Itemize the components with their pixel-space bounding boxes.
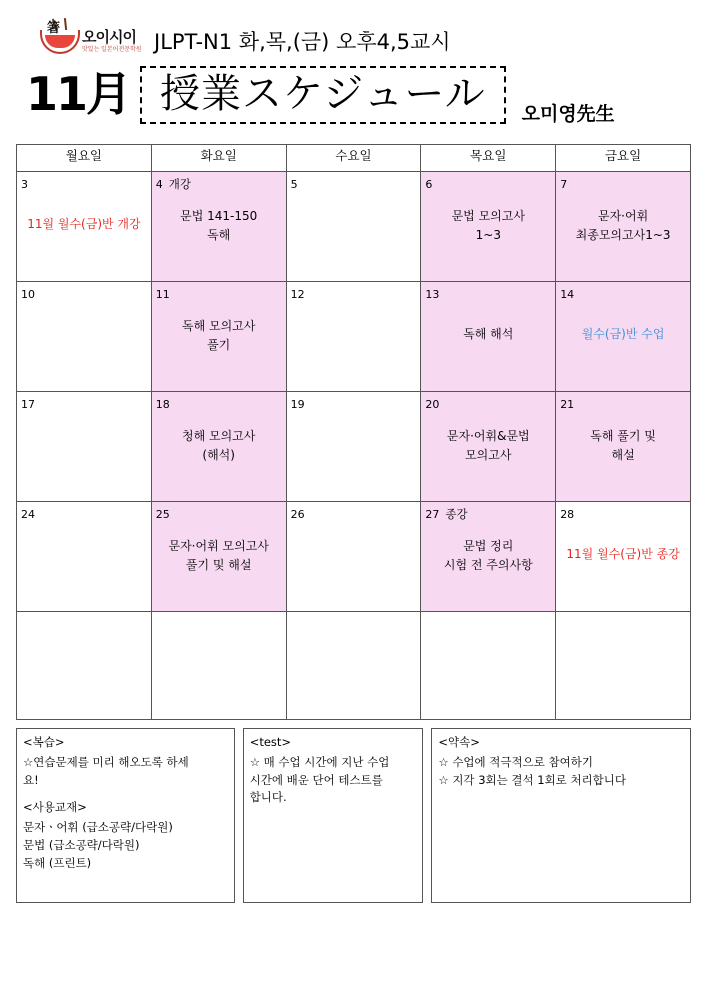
day-content-line: 월수(금)반 수업 [581, 327, 665, 341]
day-content-line: 11월 월수(금)반 종강 [566, 547, 680, 561]
teacher-name: 오미영先生 [521, 103, 615, 125]
day-content [156, 537, 282, 574]
note-review-head: <복습> [23, 735, 65, 749]
day-number: 14 [560, 288, 575, 301]
weekday-header-wed: 수요일 [286, 145, 421, 172]
calendar-day-cell[interactable] [286, 612, 421, 720]
calendar-day-cell[interactable] [421, 612, 556, 720]
day-content-line: 풀기 [207, 337, 231, 352]
day-number: 26 [290, 508, 305, 521]
day-content-line: 최종모의고사1~3 [575, 227, 671, 242]
day-content-line: 시험 전 주의사항 [443, 557, 533, 572]
day-content-line: 문자·어휘 모의고사 [168, 539, 269, 553]
calendar-day-cell[interactable] [421, 282, 556, 392]
calendar-day-cell[interactable] [556, 392, 691, 502]
day-content-line: 문자·어휘 [598, 209, 649, 223]
day-tag: 종강 [445, 507, 468, 521]
note-test-line-1: ☆ 매 수업 시간에 지난 수업 [249, 754, 390, 769]
calendar-day-cell[interactable] [556, 502, 691, 612]
calendar-day-cell[interactable] [556, 282, 691, 392]
day-number: 18 [155, 398, 170, 411]
day-number: 5 [290, 178, 298, 191]
calendar-day-cell[interactable] [151, 282, 286, 392]
calendar-week-row [17, 502, 691, 612]
weekday-header-tue: 화요일 [151, 145, 286, 172]
calendar-body [17, 172, 691, 720]
note-test-line-2: 시간에 배운 단어 테스트를 [249, 772, 383, 787]
day-number: 6 [425, 178, 433, 191]
calendar-day-cell[interactable] [421, 502, 556, 612]
calendar-day-cell[interactable] [151, 392, 286, 502]
day-number: 20 [425, 398, 440, 411]
calendar-week-row [17, 612, 691, 720]
day-content-line: 청해 모의고사 [182, 429, 256, 443]
calendar-day-cell[interactable] [556, 612, 691, 720]
logo-kanji: 箸 [47, 20, 61, 35]
day-number: 4 [155, 178, 163, 191]
day-number: 12 [290, 288, 305, 301]
calendar-day-cell[interactable] [286, 172, 421, 282]
calendar-week-row [17, 392, 691, 502]
day-number: 27 [425, 508, 440, 521]
day-content [560, 545, 686, 564]
note-materials-line-3: 독해 (프린트) [23, 855, 92, 870]
title-row [16, 64, 691, 126]
notes-row [16, 728, 691, 903]
calendar-day-cell[interactable] [17, 502, 152, 612]
day-content-line: 문법 모의고사 [451, 209, 525, 223]
calendar-day-cell[interactable] [151, 172, 286, 282]
day-number: 28 [560, 508, 575, 521]
day-number: 17 [21, 398, 35, 411]
day-tag: 개강 [168, 177, 192, 191]
weekday-header-fri: 금요일 [556, 145, 691, 172]
month-label: 11月 [26, 67, 131, 121]
header [16, 14, 691, 60]
day-content-line: 11월 월수(금)반 개강 [27, 217, 141, 231]
day-content-line: 문법 141-150 [180, 209, 258, 223]
day-number: 10 [21, 288, 35, 301]
course-title: JLPT-N1 화,목,(금) 오후4,5교시 [154, 30, 451, 54]
note-test-head: <test> [249, 735, 292, 749]
day-content-line: 독해 [207, 227, 231, 242]
note-materials-line-1: 문자ㆍ어휘 (급소공략/다락원) [23, 820, 173, 835]
calendar-day-cell[interactable] [151, 612, 286, 720]
day-number: 24 [21, 508, 35, 521]
note-review [16, 728, 235, 903]
day-content-line: 1~3 [475, 227, 501, 242]
note-promise [431, 728, 691, 903]
calendar-day-cell[interactable] [421, 172, 556, 282]
day-content [21, 215, 147, 234]
calendar-day-cell[interactable] [17, 282, 152, 392]
day-content [560, 207, 686, 244]
logo-tagline: 맛있는 일본어전문학원 [82, 47, 142, 53]
day-content-line: 독해 해석 [463, 327, 514, 341]
day-number: 19 [290, 398, 305, 411]
weekday-header-thu: 목요일 [421, 145, 556, 172]
day-content [425, 207, 551, 244]
calendar-day-cell[interactable] [17, 172, 152, 282]
logo-wordmark: 오이시이 [82, 29, 136, 46]
day-content [560, 325, 686, 344]
day-content [560, 427, 686, 464]
calendar-week-row [17, 282, 691, 392]
day-number: 13 [425, 288, 440, 301]
day-number: 11 [155, 288, 170, 301]
day-number: 21 [560, 398, 575, 411]
weekday-header-mon: 월요일 [17, 145, 152, 172]
day-number: 25 [155, 508, 170, 521]
note-spacer [23, 789, 228, 799]
day-number: 3 [21, 178, 28, 191]
academy-logo [34, 16, 142, 60]
note-test-line-3: 합니다. [249, 790, 287, 805]
calendar-week-row [17, 172, 691, 282]
day-content-line: 해설 [611, 447, 635, 462]
note-materials-head: <사용교재> [23, 800, 87, 815]
calendar-day-cell[interactable] [286, 502, 421, 612]
day-content-line: 독해 풀기 및 [590, 429, 656, 443]
day-content-line: 문자·어휘&문법 [446, 429, 530, 443]
note-review-line-2: 요! [23, 772, 39, 787]
day-content [425, 325, 551, 344]
calendar-day-cell[interactable] [286, 282, 421, 392]
calendar-day-cell[interactable] [556, 172, 691, 282]
day-content [425, 427, 551, 464]
note-materials-line-2: 문법 (급소공략/다락원) [23, 838, 140, 853]
note-promise-line-2: ☆ 지각 3회는 결석 1회로 처리합니다 [438, 772, 626, 787]
calendar-day-cell[interactable] [151, 502, 286, 612]
day-content-line: 문법 정리 [463, 539, 514, 553]
day-content [156, 427, 282, 464]
day-content-line: 풀기 및 해설 [185, 557, 252, 572]
note-review-line-1: ☆연습문제를 미리 해오도록 하세 [23, 754, 189, 769]
note-promise-line-1: ☆ 수업에 적극적으로 참여하기 [438, 754, 593, 769]
calendar-day-cell[interactable] [17, 612, 152, 720]
calendar-day-cell[interactable] [421, 392, 556, 502]
day-number: 7 [560, 178, 568, 191]
calendar-header-row [17, 145, 691, 172]
day-content [425, 537, 551, 574]
note-test [243, 728, 424, 903]
day-content [156, 317, 282, 354]
calendar-day-cell[interactable] [17, 392, 152, 502]
day-content [156, 207, 282, 244]
day-content-line: 모의고사 [465, 447, 512, 462]
schedule-calendar [16, 144, 691, 720]
day-content-line: (해석) [202, 447, 235, 462]
calendar-day-cell[interactable] [286, 392, 421, 502]
note-promise-head: <약속> [438, 735, 480, 749]
page-title: 授業スケジュール [140, 66, 506, 124]
day-content-line: 독해 모의고사 [182, 319, 256, 333]
